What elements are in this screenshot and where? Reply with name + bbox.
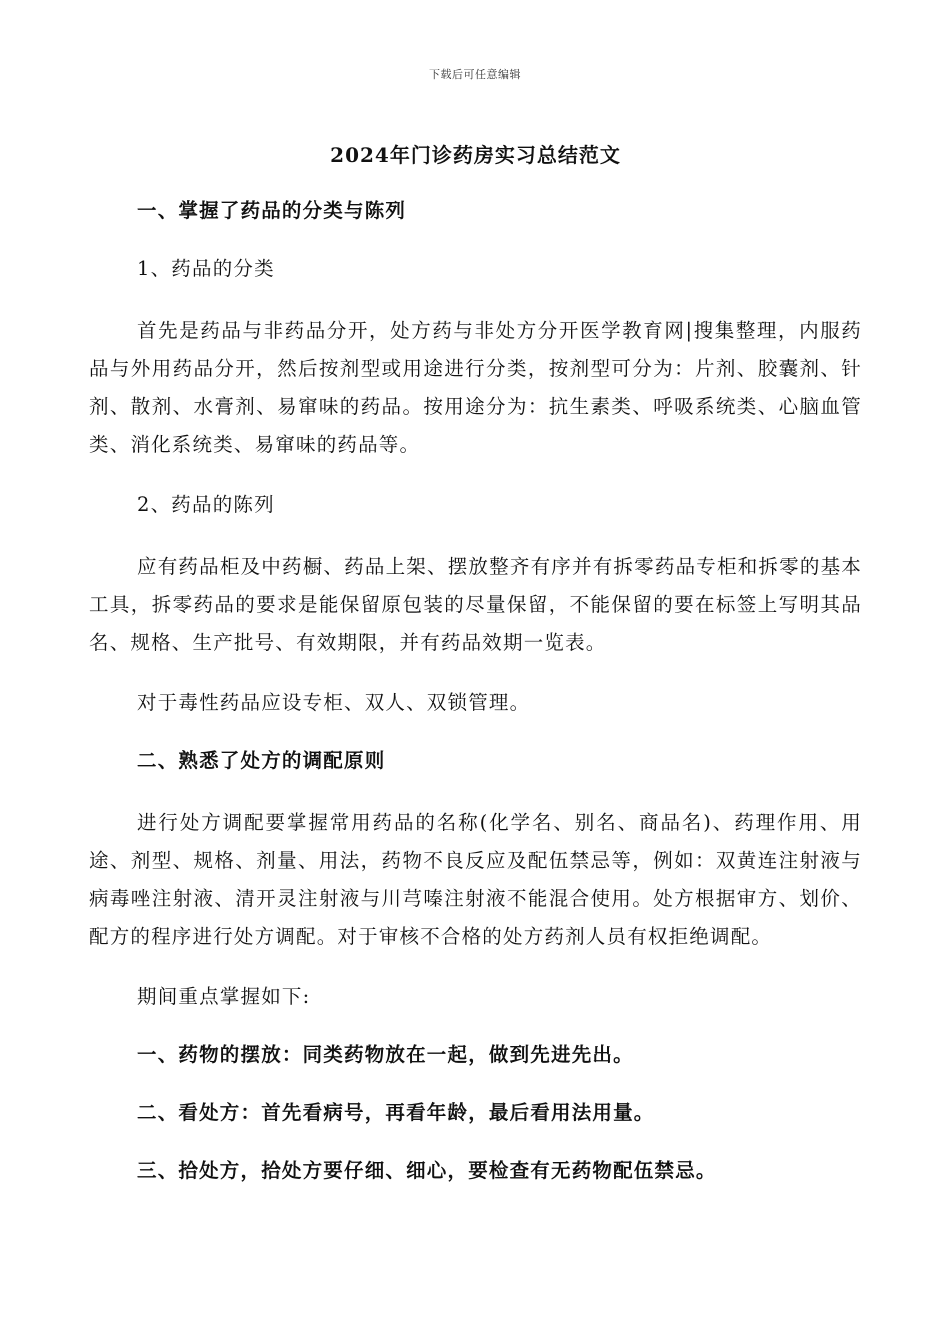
paragraph-key-points-intro: 期间重点掌握如下:	[137, 985, 311, 1008]
paragraph-display: 应有药品柜及中药橱、药品上架、摆放整齐有序并有拆零药品专柜和拆零的基本工具，拆零药品的要求是能保留原包装的尽量保留，不能保留的要在标签上写明其品名、规格、生产批号、有效期限，并有药品效期一览表。	[89, 555, 862, 654]
document-body	[89, 140, 862, 1214]
subheading-drug-classification: 1、药品的分类	[137, 257, 275, 280]
paragraph-classification: 首先是药品与非药品分开，处方药与非处方分开医学教育网|搜集整理，内服药品与外用药品分开，然后按剂型或用途进行分类，按剂型可分为：片剂、胶囊剂、针剂、散剂、水膏剂、易窜味的药品。按用途分为：抗生素类、呼吸系统类、心脑血管类、消化系统类、易窜味的药品等。	[89, 319, 862, 456]
key-point-2: 二、看处方：首先看病号，再看年龄，最后看用法用量。	[137, 1101, 655, 1124]
paragraph-dispensing-principles: 进行处方调配要掌握常用药品的名称(化学名、别名、商品名)、药理作用、用途、剂型、规格、剂量、用法，药物不良反应及配伍禁忌等，例如：双黄连注射液与病毒唑注射液、清开灵注射液与川芎嗪注射液不能混合使用。处方根据审方、划价、配方的程序进行处方调配。对于审核不合格的处方药剂人员有权拒绝调配。	[89, 811, 862, 948]
key-point-3: 三、拾处方，拾处方要仔细、细心，要检查有无药物配伍禁忌。	[137, 1159, 717, 1182]
paragraph-toxic-drugs: 对于毒性药品应设专柜、双人、双锁管理。	[137, 691, 531, 714]
subheading-drug-display: 2、药品的陈列	[137, 493, 275, 516]
header-note: 下载后可任意编辑	[429, 68, 521, 81]
key-point-1: 一、药物的摆放：同类药物放在一起，做到先进先出。	[137, 1043, 634, 1066]
section-heading-1: 一、掌握了药品的分类与陈列	[137, 199, 407, 222]
document-title: 2024年门诊药房实习总结范文	[330, 143, 621, 167]
section-heading-2: 二、熟悉了处方的调配原则	[137, 749, 386, 772]
